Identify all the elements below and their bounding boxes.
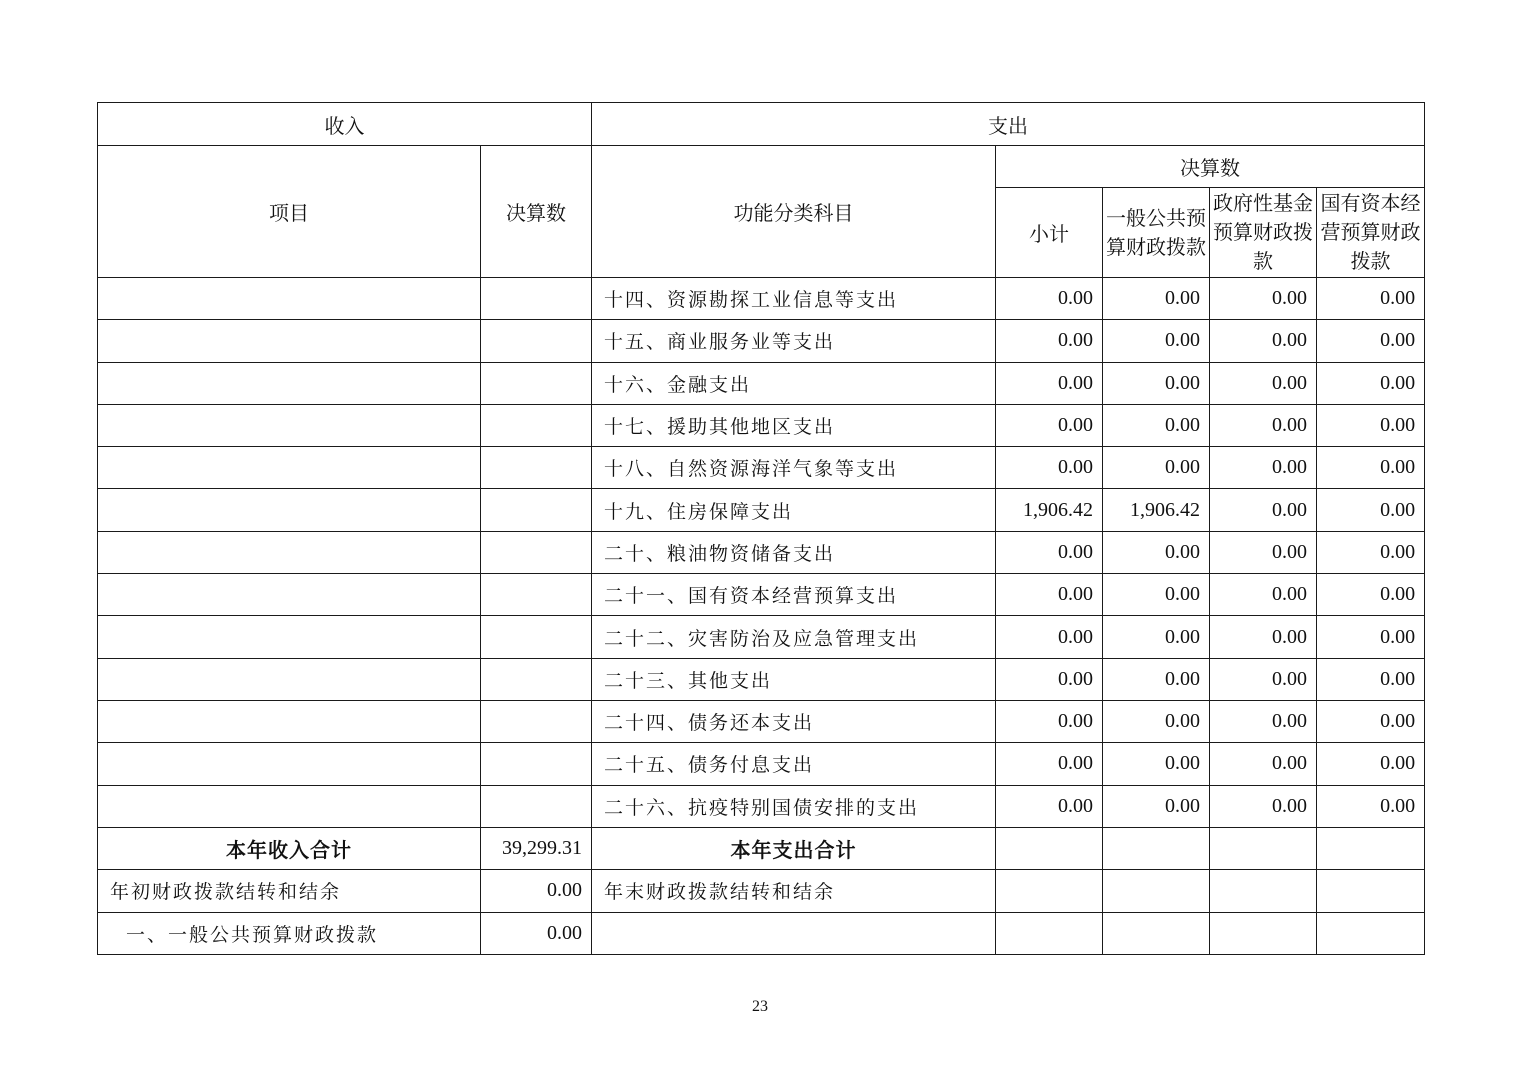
state-capital-cell: 0.00: [1317, 489, 1425, 531]
general-budget-cell: 0.00: [1103, 616, 1210, 658]
state-capital-cell: 0.00: [1317, 574, 1425, 616]
subtotal-cell: 0.00: [996, 785, 1103, 827]
general-budget-cell: 0.00: [1103, 743, 1210, 785]
general-budget-cell: 0.00: [1103, 658, 1210, 700]
carry-begin-value: 0.00: [481, 869, 592, 912]
subtotal-header: 小计: [996, 188, 1103, 278]
income-item-cell: [98, 574, 481, 616]
income-item-cell: [98, 489, 481, 531]
category-cell: 二十五、债务付息支出: [592, 743, 996, 785]
state-capital-cell: 0.00: [1317, 404, 1425, 446]
state-capital-cell: 0.00: [1317, 320, 1425, 362]
empty-cell: [1103, 912, 1210, 954]
gov-fund-cell: 0.00: [1210, 574, 1317, 616]
empty-cell: [1317, 912, 1425, 954]
table-row: [98, 447, 1425, 489]
income-amount-cell: [481, 616, 592, 658]
expense-total-label: 本年支出合计: [592, 827, 996, 869]
state-capital-cell: 0.00: [1317, 616, 1425, 658]
subtotal-cell: 0.00: [996, 362, 1103, 404]
general-budget-row: [98, 912, 1425, 954]
subtotal-cell: 0.00: [996, 447, 1103, 489]
income-amount-cell: [481, 320, 592, 362]
income-item-cell: [98, 743, 481, 785]
table-row: [98, 574, 1425, 616]
category-cell: 十七、援助其他地区支出: [592, 404, 996, 446]
subtotal-cell: 0.00: [996, 574, 1103, 616]
income-amount-cell: [481, 489, 592, 531]
subtotal-cell: 0.00: [996, 743, 1103, 785]
gov-fund-header: 政府性基金预算财政拨款: [1210, 188, 1317, 278]
state-capital-cell: 0.00: [1317, 531, 1425, 573]
carry-end-subtotal: [996, 869, 1103, 912]
carry-end-general: [1103, 869, 1210, 912]
category-cell: 二十四、债务还本支出: [592, 700, 996, 742]
general-budget-cell: 0.00: [1103, 531, 1210, 573]
gov-fund-cell: 0.00: [1210, 616, 1317, 658]
general-budget-cell: 0.00: [1103, 574, 1210, 616]
empty-cell: [592, 912, 996, 954]
subtotal-cell: 0.00: [996, 700, 1103, 742]
gov-fund-cell: 0.00: [1210, 531, 1317, 573]
subtotal-cell: 1,906.42: [996, 489, 1103, 531]
income-amount-cell: [481, 700, 592, 742]
state-capital-cell: 0.00: [1317, 700, 1425, 742]
state-capital-cell: 0.00: [1317, 743, 1425, 785]
item-header: 项目: [98, 146, 481, 278]
category-cell: 十八、自然资源海洋气象等支出: [592, 447, 996, 489]
general-budget-label: 一、一般公共预算财政拨款: [98, 912, 481, 954]
gov-fund-cell: 0.00: [1210, 700, 1317, 742]
category-cell: 十六、金融支出: [592, 362, 996, 404]
general-budget-value: 0.00: [481, 912, 592, 954]
general-budget-cell: 0.00: [1103, 700, 1210, 742]
income-amount-cell: [481, 404, 592, 446]
income-item-cell: [98, 700, 481, 742]
header-row-2: [98, 146, 1425, 188]
category-header: 功能分类科目: [592, 146, 996, 278]
state-capital-cell: 0.00: [1317, 785, 1425, 827]
income-item-cell: [98, 616, 481, 658]
expense-total-general: [1103, 827, 1210, 869]
empty-cell: [1210, 912, 1317, 954]
category-cell: 十五、商业服务业等支出: [592, 320, 996, 362]
gov-fund-cell: 0.00: [1210, 278, 1317, 320]
expense-header: 支出: [592, 103, 1425, 146]
subtotal-cell: 0.00: [996, 278, 1103, 320]
income-amount-cell: [481, 447, 592, 489]
income-item-cell: [98, 531, 481, 573]
gov-fund-cell: 0.00: [1210, 489, 1317, 531]
header-row-1: [98, 103, 1425, 146]
state-capital-cell: 0.00: [1317, 658, 1425, 700]
category-cell: 十九、住房保障支出: [592, 489, 996, 531]
table-row: [98, 404, 1425, 446]
state-capital-cell: 0.00: [1317, 278, 1425, 320]
general-budget-cell: 0.00: [1103, 785, 1210, 827]
income-amount-cell: [481, 743, 592, 785]
carry-end-fund: [1210, 869, 1317, 912]
expense-amount-header: 决算数: [996, 146, 1425, 188]
table-row: [98, 362, 1425, 404]
income-header: 收入: [98, 103, 592, 146]
table-row: [98, 785, 1425, 827]
general-budget-cell: 0.00: [1103, 447, 1210, 489]
gov-fund-cell: 0.00: [1210, 658, 1317, 700]
state-capital-cell: 0.00: [1317, 362, 1425, 404]
table-row: [98, 616, 1425, 658]
carry-begin-label: 年初财政拨款结转和结余: [98, 869, 481, 912]
income-item-cell: [98, 278, 481, 320]
category-cell: 二十二、灾害防治及应急管理支出: [592, 616, 996, 658]
income-item-cell: [98, 447, 481, 489]
budget-table: [97, 102, 1425, 955]
general-budget-cell: 1,906.42: [1103, 489, 1210, 531]
gov-fund-cell: 0.00: [1210, 785, 1317, 827]
income-amount-cell: [481, 362, 592, 404]
general-budget-cell: 0.00: [1103, 362, 1210, 404]
income-total-label: 本年收入合计: [98, 827, 481, 869]
subtotal-cell: 0.00: [996, 320, 1103, 362]
income-amount-cell: [481, 658, 592, 700]
income-amount-cell: [481, 785, 592, 827]
table-row: [98, 489, 1425, 531]
subtotal-cell: 0.00: [996, 616, 1103, 658]
carry-row: [98, 869, 1425, 912]
gov-fund-cell: 0.00: [1210, 404, 1317, 446]
table-row: [98, 743, 1425, 785]
income-item-cell: [98, 658, 481, 700]
income-amount-cell: [481, 531, 592, 573]
income-amount-header: 决算数: [481, 146, 592, 278]
income-amount-cell: [481, 574, 592, 616]
category-cell: 二十六、抗疫特别国债安排的支出: [592, 785, 996, 827]
general-budget-cell: 0.00: [1103, 278, 1210, 320]
empty-cell: [996, 912, 1103, 954]
income-amount-cell: [481, 278, 592, 320]
general-budget-cell: 0.00: [1103, 404, 1210, 446]
category-cell: 二十、粮油物资储备支出: [592, 531, 996, 573]
expense-total-subtotal: [996, 827, 1103, 869]
carry-end-capital: [1317, 869, 1425, 912]
expense-total-capital: [1317, 827, 1425, 869]
table-row: [98, 278, 1425, 320]
gov-fund-cell: 0.00: [1210, 447, 1317, 489]
income-item-cell: [98, 404, 481, 446]
carry-end-label: 年末财政拨款结转和结余: [592, 869, 996, 912]
totals-row: [98, 827, 1425, 869]
state-capital-cell: 0.00: [1317, 447, 1425, 489]
gov-fund-cell: 0.00: [1210, 362, 1317, 404]
expense-total-fund: [1210, 827, 1317, 869]
subtotal-cell: 0.00: [996, 404, 1103, 446]
general-budget-header: 一般公共预算财政拨款: [1103, 188, 1210, 278]
category-cell: 十四、资源勘探工业信息等支出: [592, 278, 996, 320]
category-cell: 二十一、国有资本经营预算支出: [592, 574, 996, 616]
subtotal-cell: 0.00: [996, 531, 1103, 573]
general-budget-cell: 0.00: [1103, 320, 1210, 362]
income-total-value: 39,299.31: [481, 827, 592, 869]
category-cell: 二十三、其他支出: [592, 658, 996, 700]
gov-fund-cell: 0.00: [1210, 743, 1317, 785]
table-row: [98, 658, 1425, 700]
table-row: [98, 531, 1425, 573]
table-row: [98, 320, 1425, 362]
subtotal-cell: 0.00: [996, 658, 1103, 700]
income-item-cell: [98, 785, 481, 827]
page-number: 23: [752, 998, 768, 1015]
gov-fund-cell: 0.00: [1210, 320, 1317, 362]
state-capital-header: 国有资本经营预算财政拨款: [1317, 188, 1425, 278]
income-item-cell: [98, 320, 481, 362]
table-row: [98, 700, 1425, 742]
income-item-cell: [98, 362, 481, 404]
